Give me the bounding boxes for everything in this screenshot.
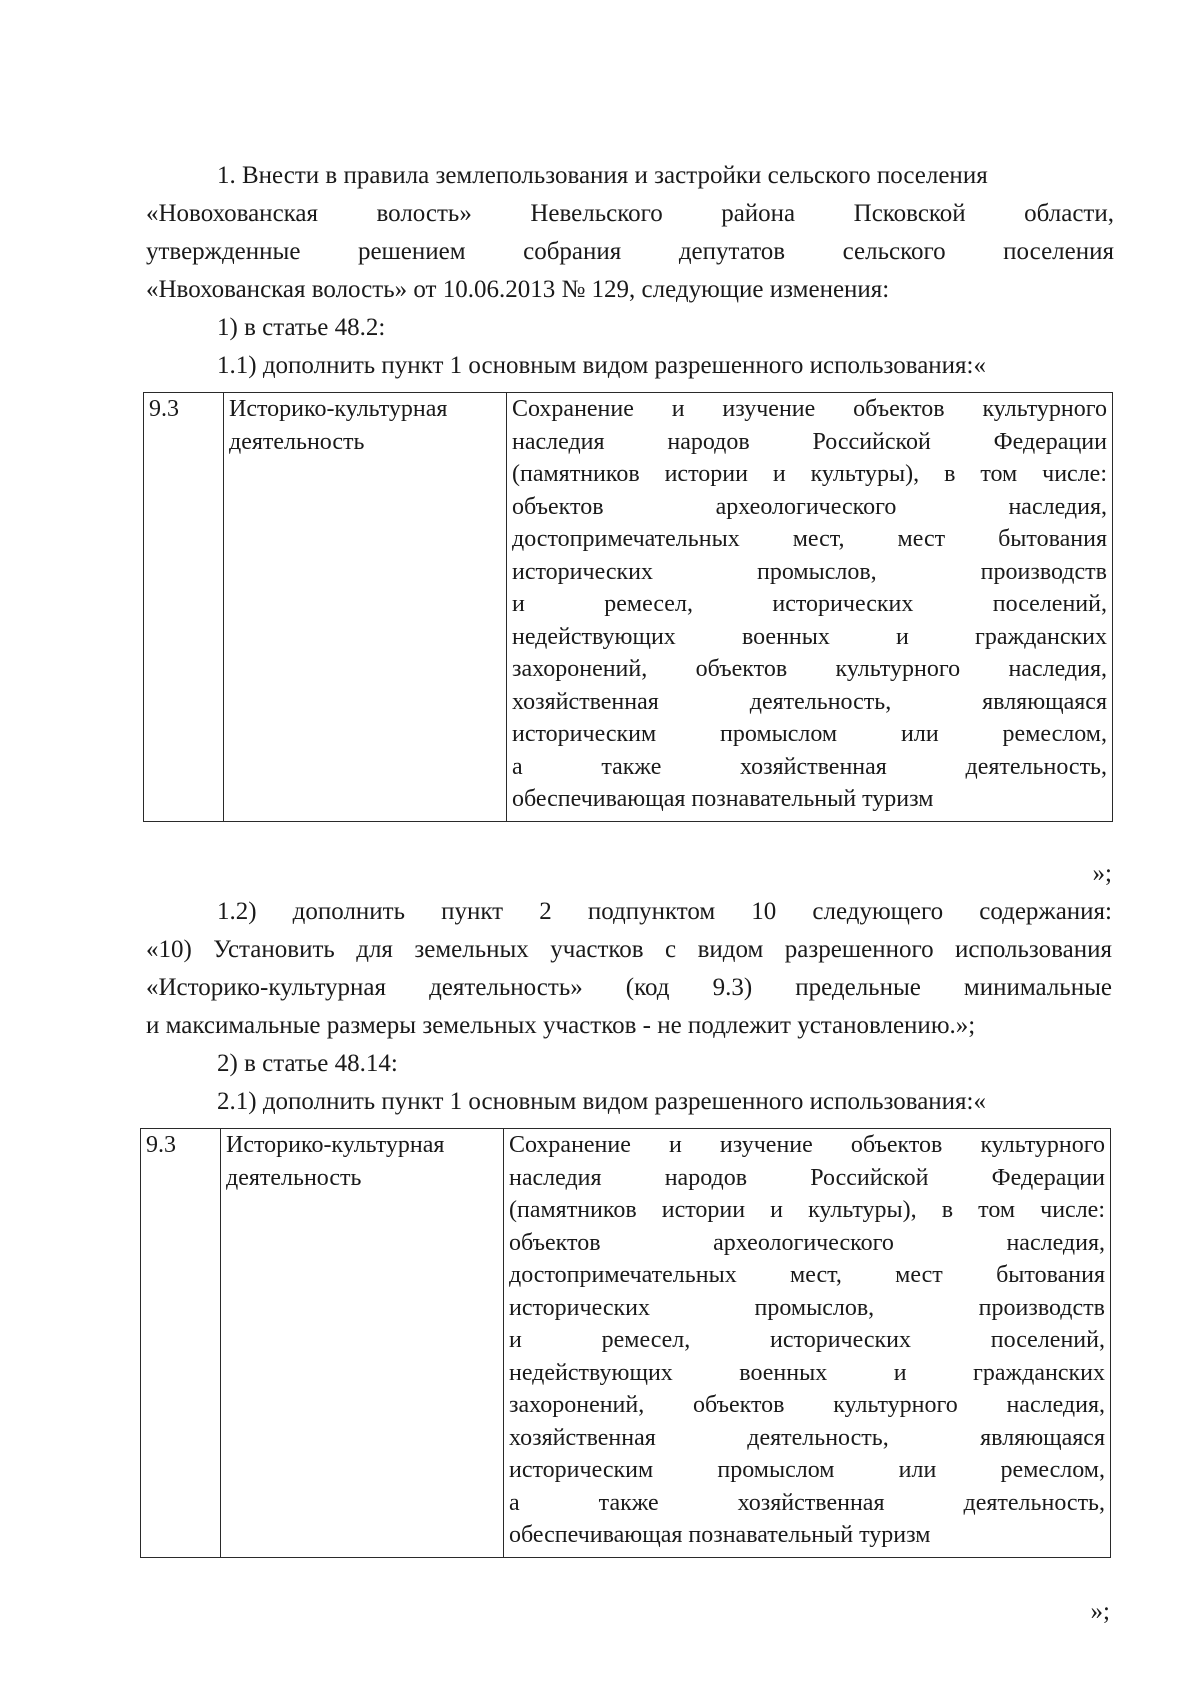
table-1-code-cell (144, 393, 224, 822)
sub-1-2-line-4: и максимальные размеры земельных участков - не подлежит установлению.»; (146, 1012, 976, 1039)
table-2-name-line: деятельность (226, 1164, 362, 1191)
section-2-heading: 2) в статье 48.14: (217, 1050, 398, 1077)
table-2-desc-line: захоронений, объектов культурного наследия, (509, 1392, 1105, 1418)
sub-1-2-line-3: «Историко-культурная деятельность» (код 9.3) предельные минимальные (146, 974, 1112, 1001)
table-1-row (144, 393, 1113, 822)
table-2-closing-quote: »; (1090, 1598, 1110, 1625)
table-2-desc-line: историческим промыслом или ремеслом, (509, 1457, 1105, 1483)
table-2-desc-line: достопримечательных мест, мест бытования (509, 1262, 1105, 1288)
section-2-sub-1: 2.1) дополнить пункт 1 основным видом разрешенного использования:« (217, 1088, 987, 1115)
table-1-desc-line: и ремесел, исторических поселений, (512, 591, 1107, 617)
table-1-desc-line: достопримечательных мест, мест бытования (512, 526, 1107, 552)
table-1-closing-quote: »; (1092, 860, 1112, 887)
table-2 (140, 1128, 1111, 1558)
table-2-row (141, 1129, 1111, 1558)
table-2-desc-line: исторических промыслов, производств (509, 1294, 1105, 1321)
table-2-desc-line: (памятников истории и культуры), в том числе: (509, 1197, 1105, 1223)
sub-1-2-line-1: 1.2) дополнить пункт 2 подпунктом 10 следующего содержания: (217, 898, 1112, 925)
table-2-name-cell (221, 1129, 504, 1558)
table-1-name-line: Историко-культурная (229, 396, 448, 422)
table-1-desc-line: наследия народов Российской Федерации (512, 428, 1107, 455)
table-2-desc-line: наследия народов Российской Федерации (509, 1164, 1105, 1191)
table-2-desc-line: недействующих военных и гражданских (509, 1359, 1105, 1386)
table-2-desc-line: объектов археологического наследия, (509, 1229, 1105, 1256)
table-1-desc-line: историческим промыслом или ремеслом, (512, 721, 1107, 747)
table-1 (143, 392, 1113, 822)
table-2-desc-line: Сохранение и изучение объектов культурного (509, 1132, 1105, 1158)
table-2-desc-line: и ремесел, исторических поселений, (509, 1327, 1105, 1353)
table-2-desc-line: обеспечивающая познавательный туризм (509, 1522, 931, 1548)
table-2-code: 9.3 (146, 1132, 176, 1158)
table-1-desc-line: недействующих военных и гражданских (512, 623, 1107, 650)
table-2-desc-line: хозяйственная деятельность, являющаяся (509, 1424, 1105, 1451)
table-2-desc-line: а также хозяйственная деятельность, (509, 1489, 1105, 1516)
table-1-desc-line: исторических промыслов, производств (512, 558, 1107, 585)
table-1-desc-line: захоронений, объектов культурного наследия, (512, 656, 1107, 682)
table-1-code: 9.3 (149, 396, 179, 422)
table-1-desc-line: объектов археологического наследия, (512, 493, 1107, 520)
table-1-desc-line: а также хозяйственная деятельность, (512, 753, 1107, 780)
table-1-desc-line: (памятников истории и культуры), в том числе: (512, 461, 1107, 487)
section-1-sub-1: 1.1) дополнить пункт 1 основным видом разрешенного использования:« (217, 352, 987, 379)
table-2-code-cell (141, 1129, 221, 1558)
table-1-desc-line: хозяйственная деятельность, являющаяся (512, 688, 1107, 715)
intro-line-4: «Нвохованская волость» от 10.06.2013 № 129, следующие изменения: (146, 276, 890, 303)
table-2-description-cell (504, 1129, 1111, 1558)
section-1-heading: 1) в статье 48.2: (217, 314, 386, 341)
table-1-desc-line: Сохранение и изучение объектов культурного (512, 396, 1107, 422)
intro-line-2: «Новохованская волость» Невельского района Псковской области, (146, 200, 1114, 227)
sub-1-2-line-2: «10) Установить для земельных участков с видом разрешенного использования (146, 936, 1112, 963)
table-2-name-line: Историко-культурная (226, 1132, 445, 1158)
table-1-desc-line: обеспечивающая познавательный туризм (512, 786, 934, 812)
table-1-description-cell (507, 393, 1113, 822)
table-1-name-line: деятельность (229, 428, 365, 455)
intro-line-3: утвержденные решением собрания депутатов сельского поселения (146, 238, 1114, 265)
intro-line-1: 1. Внести в правила землепользования и застройки сельского поселения (217, 162, 988, 189)
table-1-name-cell (224, 393, 507, 822)
